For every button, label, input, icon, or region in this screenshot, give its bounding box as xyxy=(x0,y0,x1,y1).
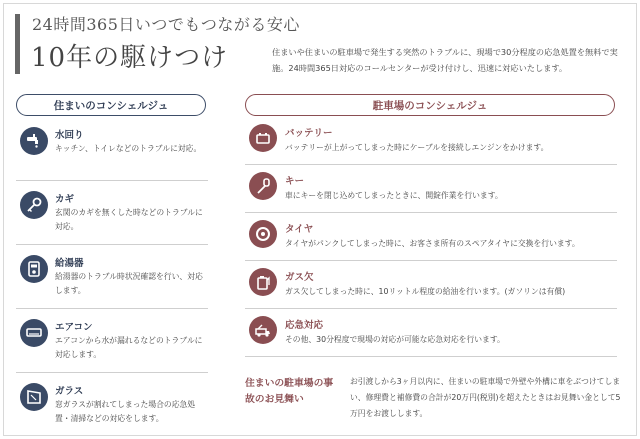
battery-icon xyxy=(249,124,277,152)
accident-compensation-desc: お引渡しから3ヶ月以内に、住まいの駐車場で外壁や外構に車をぶつけてしまい、修理費と補修費の合計が20万円(税別)を超えたときはお見舞い金として5万円をお渡しします。 xyxy=(350,377,621,418)
tow-truck-icon xyxy=(249,316,277,344)
header-accent-bar xyxy=(15,14,20,74)
home-concierge-heading: 住まいのコンシェルジュ xyxy=(16,94,206,116)
faucet-icon xyxy=(20,127,48,155)
home-service-desc: 窓ガラスが割れてしまった場合の応急処置・清掃などの対応をします。 xyxy=(55,400,196,423)
water-heater-icon xyxy=(20,255,48,283)
air-conditioner-icon xyxy=(20,319,48,347)
header-description: 住まいや住まいの駐車場で発生する突然のトラブルに、現場で30分程度の応急処置を無料で実施。24時間365日対応のコールセンターが受け付けし、迅速に対応いたします。 xyxy=(272,47,618,73)
home-service-list xyxy=(16,117,208,437)
parking-service-item xyxy=(245,213,617,261)
parking-service-title: バッテリー xyxy=(285,128,333,139)
home-service-desc: 給湯器のトラブル時状況確認を行い、対応します。 xyxy=(55,272,203,295)
tire-icon xyxy=(249,220,277,248)
home-service-title: ガラス xyxy=(55,386,84,397)
header-title: 10年の駆けつけ xyxy=(31,43,229,73)
home-service-item xyxy=(16,373,208,437)
parking-service-title: 応急対応 xyxy=(285,320,324,331)
parking-service-desc: ガス欠してしまった時に、10リットル程度の給油を行います。(ガソリンは有償) xyxy=(285,287,566,296)
home-service-item xyxy=(16,117,208,181)
home-service-title: 給湯器 xyxy=(55,258,84,269)
parking-service-title: ガス欠 xyxy=(285,272,314,283)
parking-service-list xyxy=(245,117,617,357)
accident-compensation-title: 住まいの駐車場の事故のお見舞い xyxy=(245,378,334,405)
parking-service-desc: 車にキーを閉じ込めてしまったときに、開錠作業を行います。 xyxy=(285,191,503,200)
home-service-title: カギ xyxy=(55,194,75,205)
home-service-desc: エアコンから水が漏れるなどのトラブルに対応します。 xyxy=(55,336,203,359)
header-subtitle: 24時間365日いつでもつながる安心 xyxy=(32,15,300,34)
parking-service-item xyxy=(245,165,617,213)
parking-service-item xyxy=(245,261,617,309)
parking-service-desc: その他、30分程度で現場の対応が可能な応急対応を行います。 xyxy=(285,335,505,344)
parking-service-title: タイヤ xyxy=(285,224,314,235)
car-key-icon xyxy=(249,172,277,200)
key-icon xyxy=(20,191,48,219)
window-glass-icon xyxy=(20,383,48,411)
home-service-title: 水回り xyxy=(55,130,84,141)
home-service-item xyxy=(16,309,208,373)
parking-service-desc: バッテリーが上がってしまった時にケーブルを接続しエンジンをかけます。 xyxy=(285,143,549,152)
parking-service-title: キー xyxy=(285,176,305,187)
home-service-item xyxy=(16,181,208,245)
parking-service-desc: タイヤがパンクしてしまった時に、お客さま所有のスペアタイヤに交換を行います。 xyxy=(285,239,580,248)
home-service-desc: キッチン、トイレなどのトラブルに対応。 xyxy=(55,144,202,153)
parking-concierge-heading: 駐車場のコンシェルジュ xyxy=(245,94,615,116)
parking-service-item xyxy=(245,309,617,357)
home-service-desc: 玄関のカギを無くした時などのトラブルに対応。 xyxy=(55,208,203,231)
home-service-title: エアコン xyxy=(55,322,93,333)
parking-service-item xyxy=(245,117,617,165)
home-service-item xyxy=(16,245,208,309)
fuel-can-icon xyxy=(249,268,277,296)
